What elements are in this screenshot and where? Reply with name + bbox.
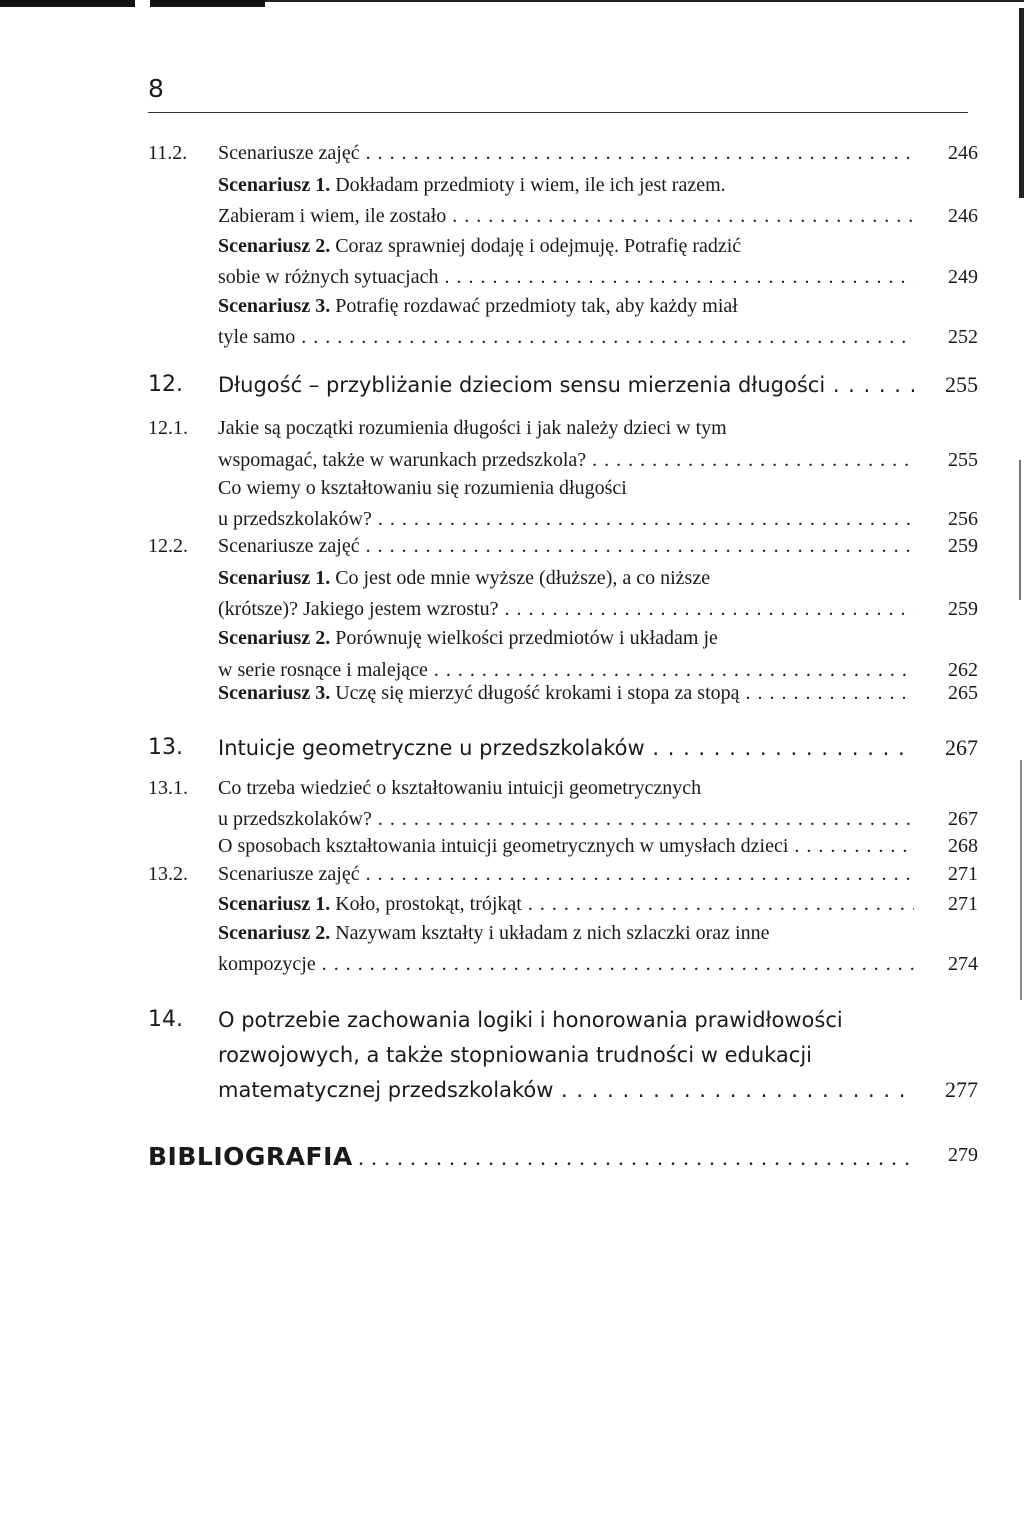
scenario-label: Scenariusz 2. (218, 922, 331, 944)
bibliography-label: BIBLIOGRAFIA (148, 1142, 353, 1171)
toc-entry-line (218, 262, 914, 292)
toc-entry-title: Długość – przybliżanie dzieciom sensu mierzenia długości (218, 373, 826, 397)
toc-section-number: 13. (148, 735, 183, 760)
toc-entry-title: Potrafię rozdawać przedmioty tak, aby każdy miał (330, 295, 738, 317)
toc-entry-line (218, 804, 914, 834)
scan-mark (0, 0, 135, 7)
page-number: 8 (148, 74, 164, 103)
toc-entry-line (218, 473, 914, 503)
toc-section-number: 13.2. (148, 863, 188, 885)
toc-entry-title: Co trzeba wiedzieć o kształtowaniu intuicji geometrycznych (218, 777, 702, 799)
toc-entry-line (218, 1073, 914, 1107)
scenario-label: Scenariusz 2. (218, 235, 331, 257)
toc-entry-bibliography[interactable] (148, 1140, 914, 1175)
toc-section-number: 11.2. (148, 142, 188, 164)
toc-entry-line (218, 504, 914, 534)
scan-edge-top (0, 0, 1024, 8)
scenario-label: Scenariusz 3. (218, 682, 331, 704)
toc-page-number: 249 (948, 266, 978, 288)
toc-entry-title: Nazywam kształty i układam z nich szlaczki oraz inne (330, 922, 770, 944)
toc-page-number: 268 (948, 835, 978, 857)
toc-entry-line (218, 731, 914, 765)
toc-entry-title: Co jest ode mnie wyższe (dłuższe), a co niższe (330, 567, 711, 589)
toc-entry-title: u przedszkolaków? (218, 508, 372, 530)
toc-entry-title: matematycznej przedszkolaków (218, 1078, 554, 1102)
toc-page-number: 246 (948, 205, 978, 227)
scenario-label: Scenariusz 1. (218, 893, 331, 915)
toc-entry-line (218, 831, 914, 861)
toc-entry-title: Coraz sprawniej dodaję i odejmuję. Potrafię radzić (330, 235, 742, 257)
scan-mark (1019, 8, 1024, 198)
toc-entry-title: Dokładam przedmioty i wiem, ile ich jest razem. (330, 174, 726, 196)
toc-page-number: 262 (948, 659, 978, 681)
scenario-label: Scenariusz 1. (218, 174, 331, 196)
toc-entry-title: Scenariusze zajęć (218, 142, 360, 164)
toc-entry-title: Jakie są początki rozumienia długości i jak należy dzieci w tym (218, 417, 727, 439)
toc-page-number: 265 (948, 682, 978, 704)
toc-entry-line (218, 445, 914, 475)
toc-entry-line (218, 368, 914, 402)
toc-page-number: 246 (948, 142, 978, 164)
toc-entry-line (218, 918, 914, 948)
toc-entry-title: rozwojowych, a także stopniowania trudności w edukacji (218, 1043, 813, 1067)
toc-entry-line (218, 1003, 914, 1037)
toc-entry-title: (krótsze)? Jakiego jestem wzrostu? (218, 598, 499, 620)
toc-entry-title: Co wiemy o kształtowaniu się rozumienia długości (218, 477, 627, 499)
toc-entry-title: Intuicje geometryczne u przedszkolaków (218, 736, 645, 760)
toc-entry-line (218, 563, 914, 593)
toc-entry-title: w serie rosnące i malejące (218, 659, 428, 681)
toc-entry-line (218, 231, 914, 261)
header-rule (148, 112, 968, 113)
scenario-label: Scenariusz 3. (218, 295, 331, 317)
scan-mark (150, 0, 265, 7)
toc-entry-line (218, 594, 914, 624)
toc-section-number: 14. (148, 1007, 183, 1032)
scan-mark (1020, 760, 1022, 1000)
toc-entry-line (218, 773, 914, 803)
toc-entry-title: kompozycje (218, 953, 316, 975)
toc-entry-title: Scenariusze zajęć (218, 863, 360, 885)
toc-entry-line (218, 949, 914, 979)
toc-entry-line (218, 201, 914, 231)
toc-entry-title: Uczę się mierzyć długość krokami i stopa za stopą (330, 682, 740, 704)
toc-entry-title: Scenariusze zajęć (218, 535, 360, 557)
toc-page-number: 274 (948, 953, 978, 975)
toc-page-number: 256 (948, 508, 978, 530)
toc-page-number: 255 (945, 372, 978, 397)
toc-entry-line (218, 678, 914, 708)
toc-entry-title: Zabieram i wiem, ile zostało (218, 205, 447, 227)
toc-entry-title: O sposobach kształtowania intuicji geometrycznych w umysłach dzieci (218, 835, 789, 857)
scan-mark (265, 0, 1024, 2)
toc-entry-line (218, 291, 914, 321)
toc-page-number: 252 (948, 326, 978, 348)
toc-entry-line (218, 623, 914, 653)
toc-page-number: 271 (948, 863, 978, 885)
toc-entry-line (218, 413, 914, 443)
toc-section-number: 12. (148, 372, 183, 397)
toc-section-number: 12.2. (148, 535, 188, 557)
toc-page-number: 259 (948, 535, 978, 557)
toc-entry-title: sobie w różnych sytuacjach (218, 266, 439, 288)
toc-page-number: 279 (948, 1144, 978, 1166)
toc-page-number: 259 (948, 598, 978, 620)
scenario-label: Scenariusz 1. (218, 567, 331, 589)
toc-entry-line (218, 859, 914, 889)
toc-entry-line (218, 1038, 914, 1072)
toc-section-number: 12.1. (148, 417, 188, 439)
toc-entry-line (218, 322, 914, 352)
toc-page-number: 267 (948, 808, 978, 830)
toc-entry-title: wspomagać, także w warunkach przedszkola? (218, 449, 587, 471)
toc-entry-line (218, 170, 914, 200)
toc-entry-title: u przedszkolaków? (218, 808, 372, 830)
toc-page-number: 271 (948, 893, 978, 915)
toc-entry-title: tyle samo (218, 326, 296, 348)
toc-entry-title: Porównuję wielkości przedmiotów i układam je (330, 627, 718, 649)
toc-page-number: 255 (948, 449, 978, 471)
toc-section-number: 13.1. (148, 777, 188, 799)
toc-entry-title: Koło, prostokąt, trójkąt (330, 893, 522, 915)
scan-mark (1019, 460, 1021, 600)
toc-entry-line (218, 531, 914, 561)
toc-page-number: 267 (945, 735, 978, 760)
toc-entry-title: O potrzebie zachowania logiki i honorowania prawidłowości (218, 1008, 843, 1032)
scan-edge-right (1018, 0, 1024, 1518)
toc-entry-line (218, 889, 914, 919)
toc-entry-line (218, 138, 914, 168)
toc-page-number: 277 (945, 1077, 978, 1102)
scenario-label: Scenariusz 2. (218, 627, 331, 649)
